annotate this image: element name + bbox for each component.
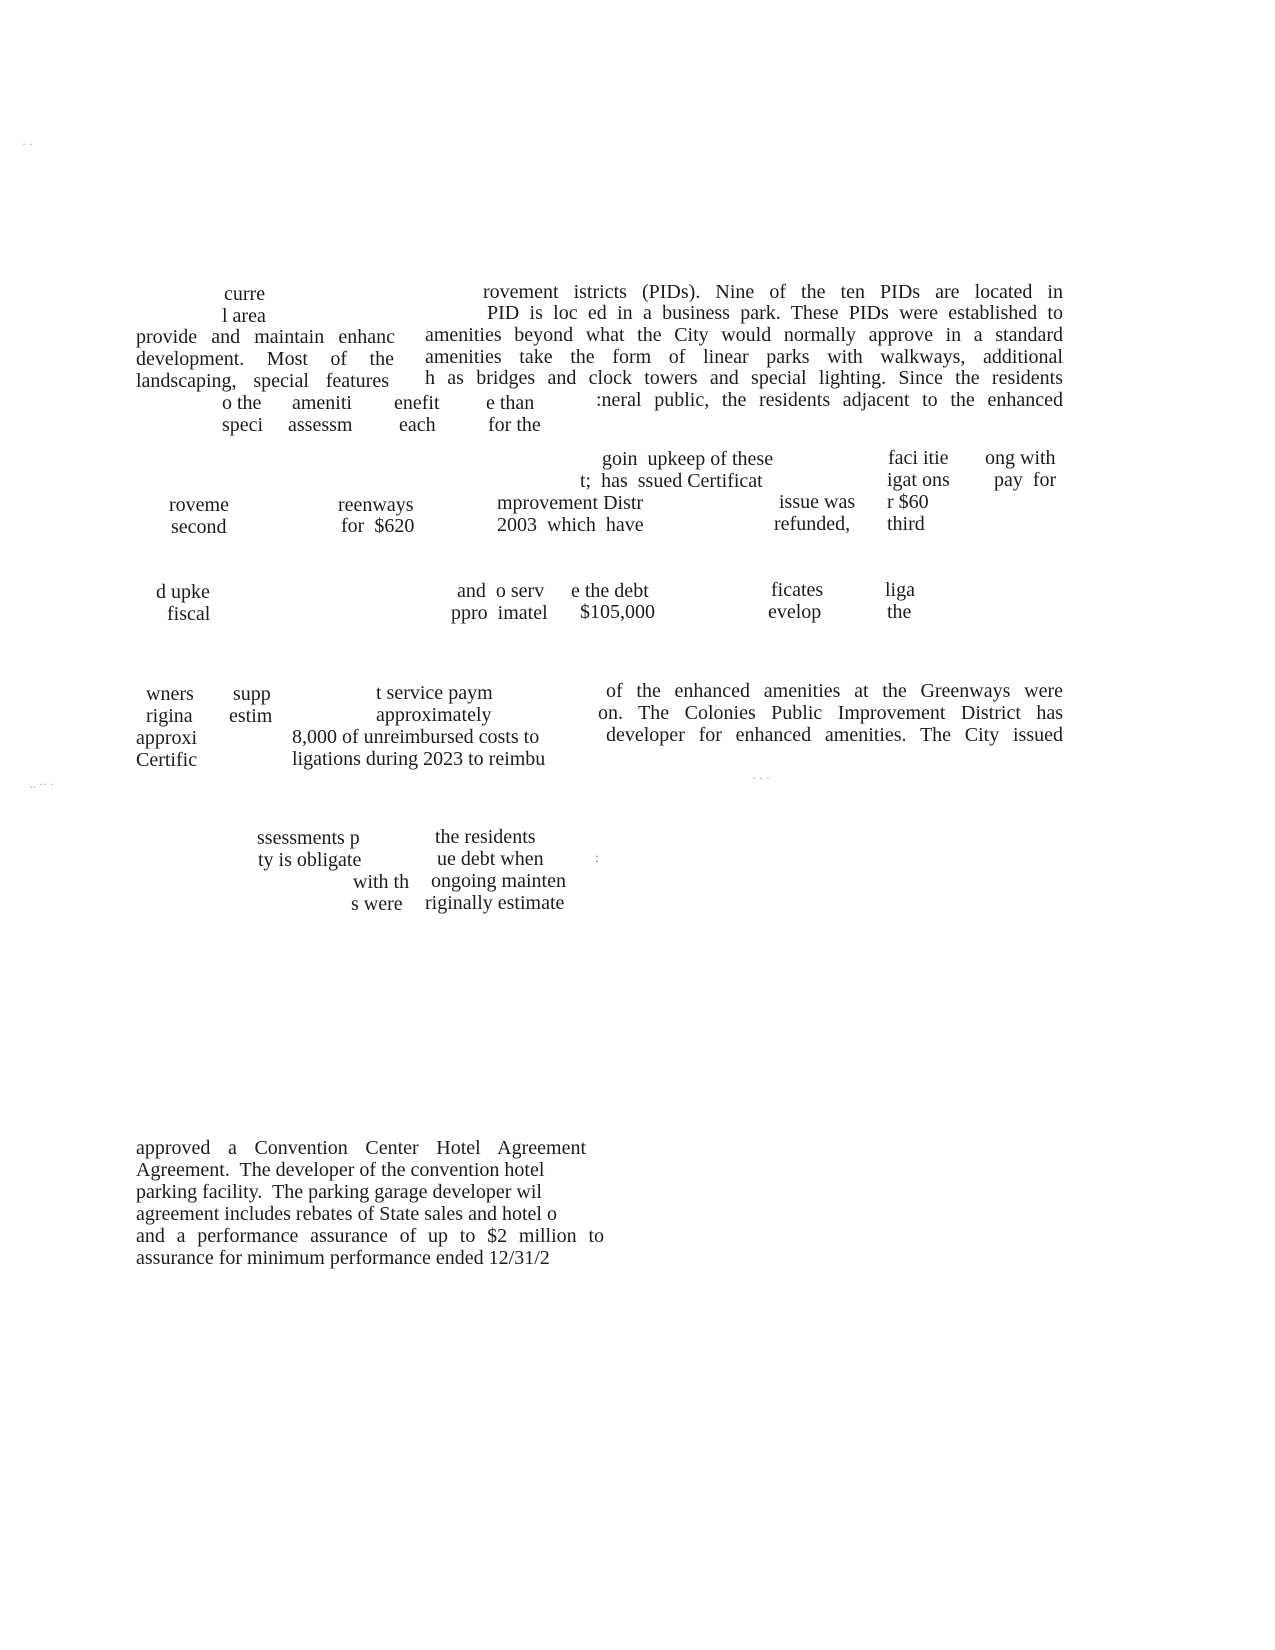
text-fragment: h as bridges and clock towers and special lighting. Since the residents	[425, 367, 1063, 389]
text-fragment: e than	[486, 392, 535, 414]
text-line: agreement includes rebates of State sales and hotel o	[136, 1203, 557, 1225]
text-fragment: each	[399, 414, 436, 436]
text-fragment: o the	[222, 392, 262, 414]
scan-speck: .. ·· ·	[30, 777, 54, 791]
text-fragment: ue debt when	[437, 848, 544, 870]
text-fragment: ongoing mainten	[431, 870, 566, 892]
text-fragment: faci itie	[888, 447, 949, 469]
text-fragment: r $60	[887, 491, 929, 513]
text-fragment: ficates	[771, 579, 824, 601]
text-fragment: d upke	[156, 581, 210, 603]
text-fragment: ong with	[985, 447, 1056, 469]
text-fragment: t; has ssued Certificat	[580, 470, 763, 492]
text-fragment: ligations during 2023 to reimbu	[292, 748, 546, 770]
text-fragment: of the enhanced amenities at the Greenways were	[606, 680, 1063, 702]
text-line: parking facility. The parking garage developer wil	[136, 1181, 542, 1203]
text-fragment: amenities beyond what the City would normally approve in a standard	[425, 324, 1063, 346]
text-fragment: provide and maintain enhanc	[136, 326, 395, 348]
text-line: and a performance assurance of up to $2 million to	[136, 1225, 604, 1247]
text-fragment: Certific	[136, 749, 198, 771]
text-fragment: on. The Colonies Public Improvement District has	[598, 702, 1063, 724]
text-fragment: enefit	[394, 392, 440, 414]
scan-speck: · · ·	[752, 771, 770, 785]
text-line: Agreement. The developer of the convention hotel	[136, 1159, 545, 1181]
text-fragment: with th	[353, 871, 410, 893]
text-fragment: ssessments p	[257, 827, 360, 849]
text-fragment: pay for	[994, 469, 1057, 491]
text-fragment: 2003 which have	[497, 514, 644, 536]
text-fragment: approxi	[136, 727, 198, 749]
scan-speck: · ·	[22, 137, 33, 151]
text-fragment: evelop	[768, 601, 822, 623]
text-fragment: approximately	[376, 704, 492, 726]
text-fragment: for $620	[341, 515, 415, 537]
text-fragment: riginally estimate	[425, 892, 565, 914]
text-line: approved a Convention Center Hotel Agreement	[136, 1137, 586, 1159]
text-fragment: igat ons	[887, 469, 950, 491]
text-fragment: rigina	[146, 705, 193, 727]
text-fragment: fiscal	[167, 603, 211, 625]
text-fragment: wners	[146, 683, 194, 705]
text-fragment: ppro imatel	[451, 602, 548, 624]
text-fragment: development. Most of the	[136, 348, 394, 370]
text-fragment: rovement istricts (PIDs). Nine of the ten PIDs are located in	[483, 281, 1063, 303]
text-fragment: and o serv	[457, 580, 545, 602]
text-fragment: the	[887, 601, 912, 623]
text-fragment: the residents	[435, 826, 536, 848]
text-fragment: s were	[351, 893, 403, 915]
text-fragment: third	[887, 513, 925, 535]
text-fragment: l area	[222, 305, 266, 327]
text-fragment: roveme	[169, 494, 229, 516]
text-fragment: $105,000	[580, 601, 655, 623]
text-fragment: landscaping, special features	[136, 370, 389, 392]
text-fragment: speci	[222, 414, 264, 436]
text-fragment: refunded,	[774, 513, 851, 535]
text-fragment: :neral public, the residents adjacent to the enhanced	[596, 389, 1063, 411]
text-fragment: issue was	[779, 491, 856, 513]
text-fragment: mprovement Distr	[497, 492, 644, 514]
text-fragment: assessm	[288, 414, 353, 436]
text-fragment: ameniti	[292, 392, 352, 414]
text-fragment: :	[595, 851, 599, 866]
text-fragment: amenities take the form of linear parks with walkways, additional	[425, 346, 1063, 368]
text-fragment: reenways	[338, 494, 414, 516]
text-fragment: ty is obligate	[258, 849, 362, 871]
text-line: assurance for minimum performance ended 12/31/2	[136, 1247, 550, 1269]
text-fragment: curre	[224, 283, 266, 305]
text-fragment: 8,000 of unreimbursed costs to	[292, 726, 540, 748]
text-fragment: PID is loc ed in a business park. These PIDs were established to	[487, 302, 1063, 324]
text-fragment: estim	[229, 705, 273, 727]
text-fragment: t service paym	[376, 682, 493, 704]
text-fragment: goin upkeep of these	[602, 448, 774, 470]
text-fragment: second	[171, 516, 227, 538]
text-fragment: for the	[488, 414, 541, 436]
text-fragment: liga	[885, 579, 915, 601]
text-fragment: developer for enhanced amenities. The City issued	[606, 724, 1063, 746]
text-fragment: e the debt	[571, 580, 649, 602]
text-fragment: supp	[233, 683, 271, 705]
